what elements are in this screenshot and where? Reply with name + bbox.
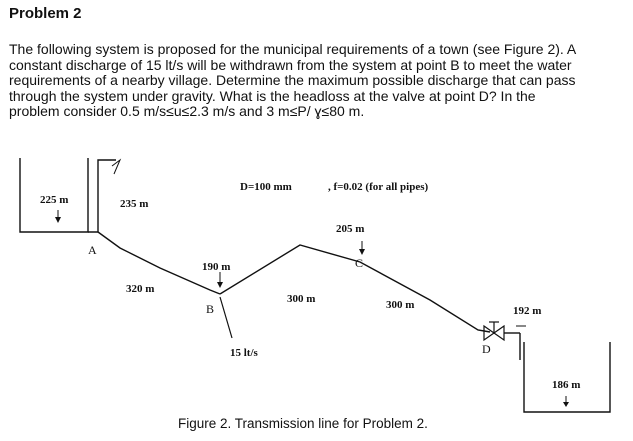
pipe-top-elevation: 235 m <box>120 198 149 210</box>
valve-icon <box>484 326 494 340</box>
withdrawal-line <box>220 297 232 338</box>
problem-heading: Problem 2 <box>9 5 82 22</box>
figure-caption: Figure 2. Transmission line for Problem 2. <box>178 416 428 431</box>
point-b-label: B <box>206 302 215 316</box>
pipe-riser <box>88 160 116 232</box>
water-level-marker-a <box>55 217 61 223</box>
elevation-arrow-c <box>359 249 365 255</box>
statement-line: through the system under gravity. What is the headloss at the valve at point D? In the <box>9 87 536 104</box>
node-b-elevation: 190 m <box>202 261 231 273</box>
segment-bc-length: 300 m <box>287 293 316 305</box>
diameter-label: D=100 mm <box>240 181 292 193</box>
water-level-marker-d <box>563 402 569 407</box>
reservoir-d-level: 186 m <box>552 379 581 391</box>
valve-icon-half <box>494 326 504 340</box>
valve-elevation: 192 m <box>513 305 542 317</box>
point-d-label: D <box>482 342 491 356</box>
node-c-elevation: 205 m <box>336 223 365 235</box>
statement-line: problem consider 0.5 m/s≤u≤2.3 m/s and 3 m≤P/ ɣ≤80 m. <box>9 103 365 119</box>
reservoir-a-level: 225 m <box>40 194 69 206</box>
statement-line: The following system is proposed for the municipal requirements of a town (see Figure 2). A <box>9 41 577 57</box>
statement-line: requirements of a nearby village. Determine the maximum possible discharge that can pass <box>9 72 576 88</box>
node-a-elevation: 320 m <box>126 283 155 295</box>
statement-line: constant discharge of 15 lt/s will be withdrawn from the system at point B to meet the water <box>9 56 572 73</box>
segment-cd-length: 300 m <box>386 299 415 311</box>
friction-label: , f=0.02 (for all pipes) <box>328 181 429 193</box>
reservoir-d <box>524 342 610 412</box>
riser-marker <box>112 160 120 174</box>
point-a-label: A <box>88 243 97 257</box>
elevation-arrow-b <box>217 282 223 288</box>
point-c-label: C <box>355 256 364 270</box>
withdrawal-label: 15 lt/s <box>230 347 258 359</box>
